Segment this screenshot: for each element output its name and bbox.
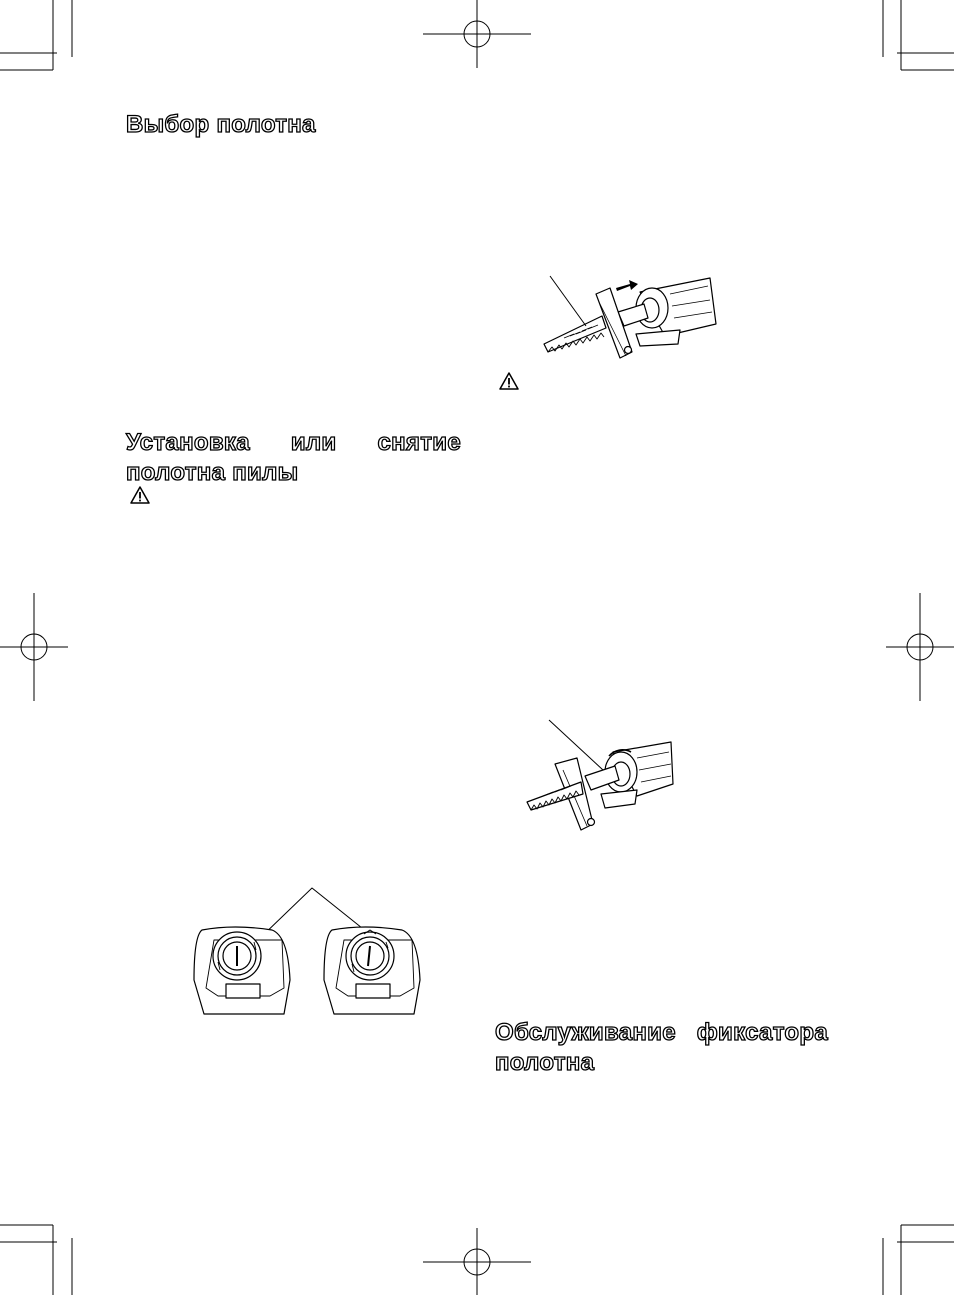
heading-blade-selection: Выбор полотна <box>126 111 316 138</box>
registration-mark-top <box>423 0 531 68</box>
clamp-view-right <box>324 927 420 1014</box>
figure-clamp-positions <box>188 884 428 1020</box>
warning-triangle-icon <box>499 372 519 390</box>
heading-install-remove-line2: полотна пилы <box>126 459 299 486</box>
warning-triangle-icon <box>130 486 150 504</box>
heading-blade-holder-maintenance <box>495 1018 828 1078</box>
registration-mark-bottom <box>423 1228 531 1295</box>
figure-blade-insertion <box>540 272 720 372</box>
registration-mark-right <box>886 593 954 701</box>
direction-arrow-icon <box>616 280 638 291</box>
heading-holder-maintenance-line2: полотна <box>495 1049 595 1076</box>
registration-mark-left <box>0 593 68 701</box>
heading-install-remove-blade <box>126 428 461 488</box>
figure-blade-removal <box>525 718 675 836</box>
heading-install-remove-line1: Установка или снятие <box>126 429 461 456</box>
clamp-view-left <box>194 927 290 1014</box>
heading-holder-maintenance-line1: Обслуживание фиксатора <box>495 1019 828 1046</box>
